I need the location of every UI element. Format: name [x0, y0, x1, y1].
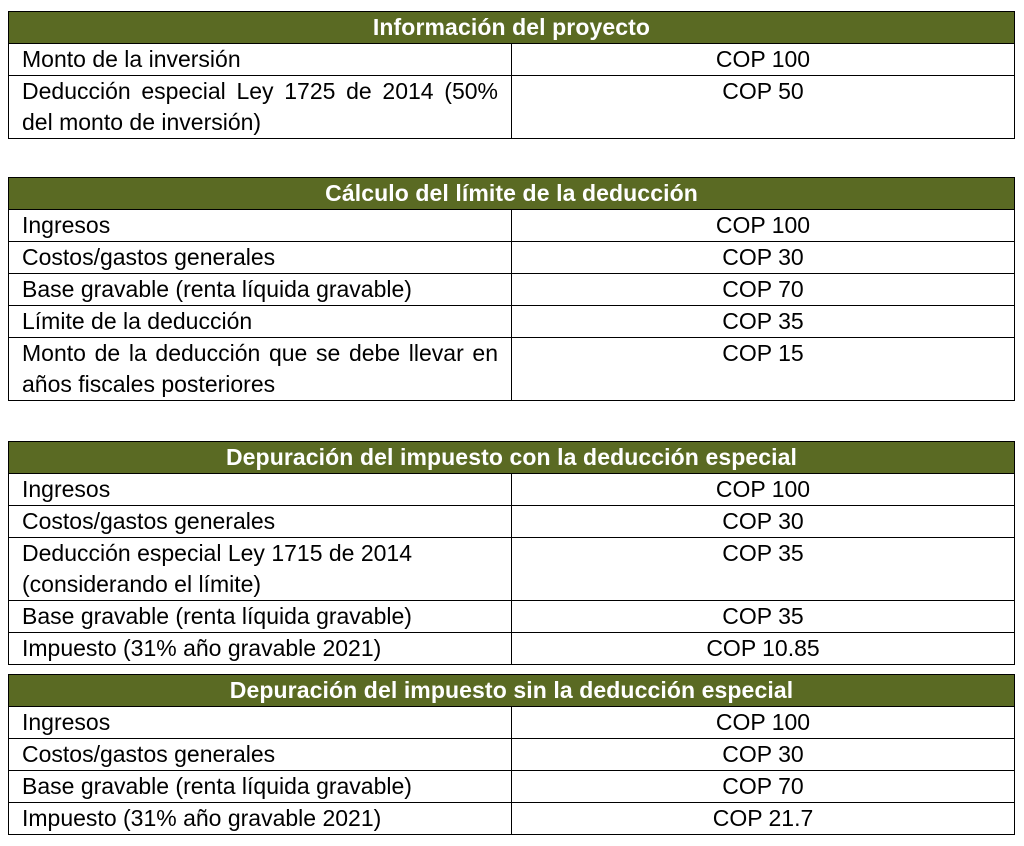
row-value: COP 100 — [512, 210, 1015, 242]
table-informacion-proyecto — [8, 11, 1015, 139]
row-label: Monto de la inversión — [9, 44, 512, 76]
row-value: COP 50 — [512, 76, 1015, 139]
row-value: COP 30 — [512, 242, 1015, 274]
row-label: Base gravable (renta líquida gravable) — [9, 771, 512, 803]
row-label: Deducción especial Ley 1715 de 2014 (considerando el límite) — [9, 538, 512, 601]
table-row — [9, 210, 1015, 242]
table-row — [9, 633, 1015, 665]
row-value: COP 21.7 — [512, 803, 1015, 835]
row-label: Límite de la deducción — [9, 306, 512, 338]
table-row — [9, 739, 1015, 771]
table-row — [9, 76, 1015, 139]
table-row — [9, 601, 1015, 633]
table-row — [9, 771, 1015, 803]
table-calculo-limite — [8, 177, 1015, 401]
row-value: COP 100 — [512, 707, 1015, 739]
row-label: Ingresos — [9, 474, 512, 506]
table-row — [9, 44, 1015, 76]
row-label: Costos/gastos generales — [9, 242, 512, 274]
row-label: Costos/gastos generales — [9, 739, 512, 771]
row-value: COP 100 — [512, 474, 1015, 506]
row-value: COP 30 — [512, 739, 1015, 771]
table-row — [9, 338, 1015, 401]
row-label: Ingresos — [9, 210, 512, 242]
row-value: COP 70 — [512, 274, 1015, 306]
row-label: Impuesto (31% año gravable 2021) — [9, 633, 512, 665]
table-row — [9, 242, 1015, 274]
row-label: Ingresos — [9, 707, 512, 739]
row-label: Deducción especial Ley 1725 de 2014 (50% del monto de inversión) — [9, 76, 512, 139]
row-value: COP 35 — [512, 538, 1015, 601]
table-row — [9, 506, 1015, 538]
table-depuracion-sin-deduccion — [8, 674, 1015, 835]
table-title: Depuración del impuesto sin la deducción especial — [9, 675, 1015, 707]
row-value: COP 70 — [512, 771, 1015, 803]
row-label: Impuesto (31% año gravable 2021) — [9, 803, 512, 835]
table-row — [9, 803, 1015, 835]
table-title: Cálculo del límite de la deducción — [9, 178, 1015, 210]
table-title: Información del proyecto — [9, 12, 1015, 44]
row-value: COP 10.85 — [512, 633, 1015, 665]
table-row — [9, 274, 1015, 306]
table-row — [9, 538, 1015, 601]
row-label: Base gravable (renta líquida gravable) — [9, 274, 512, 306]
row-label: Costos/gastos generales — [9, 506, 512, 538]
row-label: Base gravable (renta líquida gravable) — [9, 601, 512, 633]
table-row — [9, 707, 1015, 739]
table-row — [9, 306, 1015, 338]
row-value: COP 35 — [512, 306, 1015, 338]
row-label: Monto de la deducción que se debe llevar en años fiscales posteriores — [9, 338, 512, 401]
table-depuracion-con-deduccion — [8, 441, 1015, 665]
row-value: COP 30 — [512, 506, 1015, 538]
row-value: COP 35 — [512, 601, 1015, 633]
row-value: COP 100 — [512, 44, 1015, 76]
table-row — [9, 474, 1015, 506]
table-title: Depuración del impuesto con la deducción especial — [9, 442, 1015, 474]
row-value: COP 15 — [512, 338, 1015, 401]
